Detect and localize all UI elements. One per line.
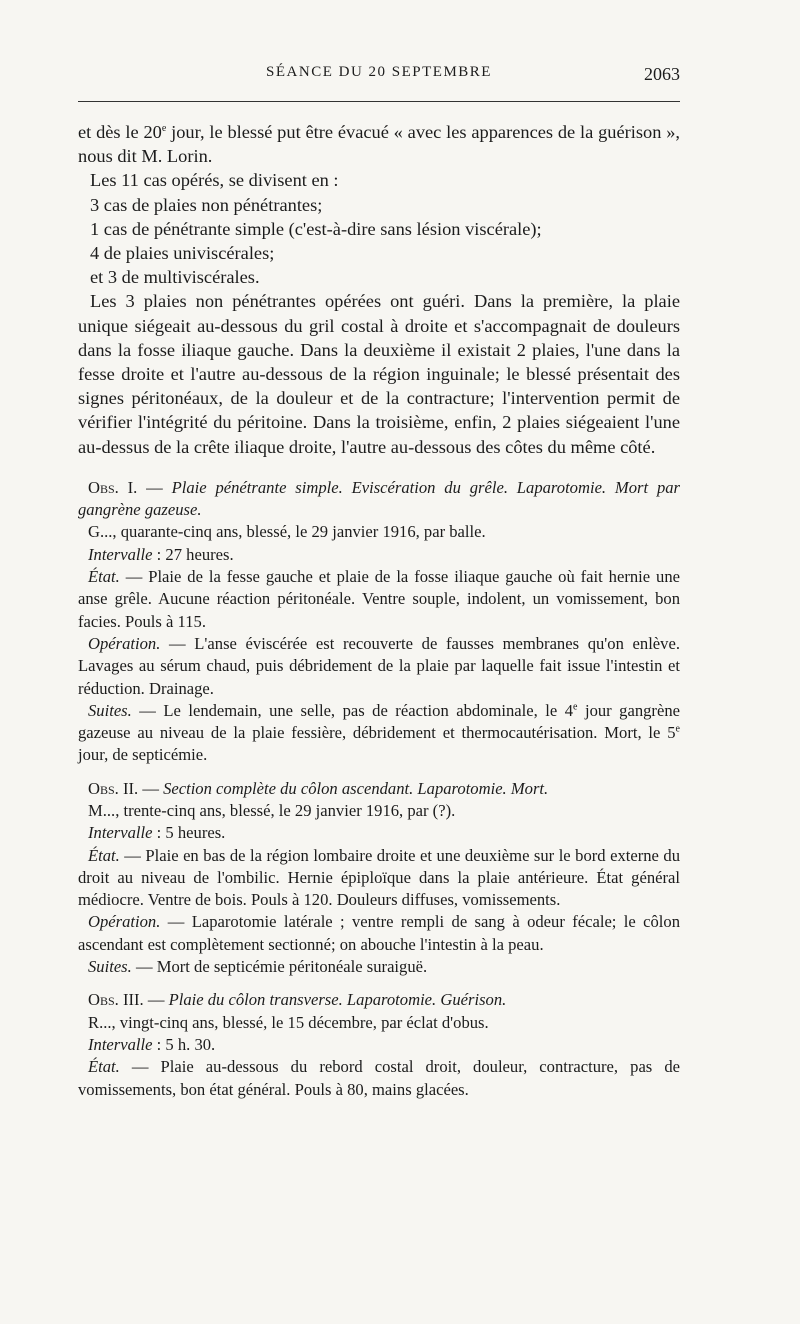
obs-2-title: Section complète du côlon ascendant. Laparotomie. Mort. [163, 778, 549, 798]
obs-1-etat: État. — Plaie de la fesse gauche et plaie de la fosse iliaque gauche où fait hernie une anse grêle. Aucune réaction péritonéale. Ventre souple, indolent, un vomissement, bon facies. Pouls à 115. [78, 567, 680, 631]
obs-2-label: Obs. II. [88, 778, 139, 798]
obs-1-intervalle: Intervalle : 27 heures. [88, 544, 234, 564]
obs-2-etat: État. — Plaie en bas de la région lombaire droite et une deuxième sur le bord externe du droit au niveau de l'ombilic. Hernie épiploïque dans la plaie antérieure. État général médiocre. Ventre de bois. Pouls à 120. Douleurs diffuses, vomissements. [78, 845, 680, 910]
obs-3-intervalle: Intervalle : 5 h. 30. [88, 1034, 216, 1054]
intro-paragraph-2: Les 11 cas opérés, se divisent en : [90, 170, 339, 191]
case-list-item: et 3 de multiviscérales. [90, 267, 260, 288]
obs-1-patient: G..., quarante-cinq ans, blessé, le 29 janvier 1916, par balle. [88, 522, 486, 542]
page-number: 2063 [644, 64, 680, 84]
obs-1-heading: Obs. I. — Plaie pénétrante simple. Eviscération du grêle. Laparotomie. Mort par gangrène gazeuse. [78, 477, 680, 520]
case-list-item: 4 de plaies univiscérales; [90, 243, 275, 264]
obs-1-label: Obs. I. [88, 477, 138, 497]
obs-1-suites: Suites. — Le lendemain, une selle, pas de réaction abdominale, le 4e jour gangrène gazeuse au niveau de la plaie fessière, débridement et thermocautérisation. Mort, le 5e jour, de septicémie. [78, 700, 680, 765]
obs-3-heading: Obs. III. — Plaie du côlon transverse. Laparotomie. Guérison. [88, 990, 507, 1010]
obs-2-operation: Opération. — Laparotomie latérale ; ventre rempli de sang à odeur fécale; le côlon ascendant est complètement sectionné; on abouche l'intestin à la peau. [78, 912, 680, 954]
obs-3-etat: État. — Plaie au-dessous du rebord costal droit, douleur, contracture, pas de vomissements, bon état général. Pouls à 80, mains glacées. [78, 1057, 680, 1099]
obs-2-suites: Suites. — Mort de septicémie péritonéale suraiguë. [88, 957, 428, 977]
obs-2-intervalle: Intervalle : 5 heures. [88, 823, 226, 843]
case-list-item: 1 cas de pénétrante simple (c'est-à-dire sans lésion viscérale); [90, 218, 542, 239]
obs-3-patient: R..., vingt-cinq ans, blessé, le 15 décembre, par éclat d'obus. [88, 1012, 489, 1032]
obs-2-heading: Obs. II. — Section complète du côlon ascendant. Laparotomie. Mort. [88, 778, 549, 798]
obs-1-title: Plaie pénétrante simple. Eviscération du grêle. Laparotomie. Mort par gangrène gazeuse. [78, 477, 680, 520]
case-list-item: 3 cas de plaies non pénétrantes; [90, 194, 323, 215]
obs-1-operation: Opération. — L'anse éviscérée est recouverte de fausses membranes qu'on enlève. Lavages au sérum chaud, puis débridement de la plaie par laquelle fait issue l'intestin et réduction. Drainage. [78, 633, 680, 698]
obs-2-patient: M..., trente-cinq ans, blessé, le 29 janvier 1916, par (?). [88, 801, 456, 820]
page-body [78, 120, 680, 1101]
obs-3-title: Plaie du côlon transverse. Laparotomie. Guérison. [168, 990, 507, 1010]
page-header [78, 64, 680, 88]
intro-paragraph-3: Les 3 plaies non pénétrantes opérées ont guéri. Dans la première, la plaie unique siégeait au-dessous du gril costal à droite et s'accompagnait de douleurs dans la fosse iliaque gauche. Dans la deuxième il existait 2 plaies, l'une dans la fesse droite et l'autre au-dessous de la région inguinale; le blessé présentait des signes péritonéaux, de la douleur et de la contracture; l'intervention permit de vérifier l'intégrité du péritoine. Dans la troisième, enfin, 2 plaies siégeaient l'une au-dessus de la crête iliaque droite, l'autre au-dessous des côtes du même côté. [78, 291, 680, 457]
running-head: SÉANCE DU 20 SEPTEMBRE [266, 64, 492, 80]
header-rule [78, 101, 680, 102]
obs-3-label: Obs. III. [88, 990, 144, 1010]
intro-paragraph-1: et dès le 20e jour, le blessé put être évacué « avec les apparences de la guérison », nous dit M. Lorin. [78, 122, 680, 167]
